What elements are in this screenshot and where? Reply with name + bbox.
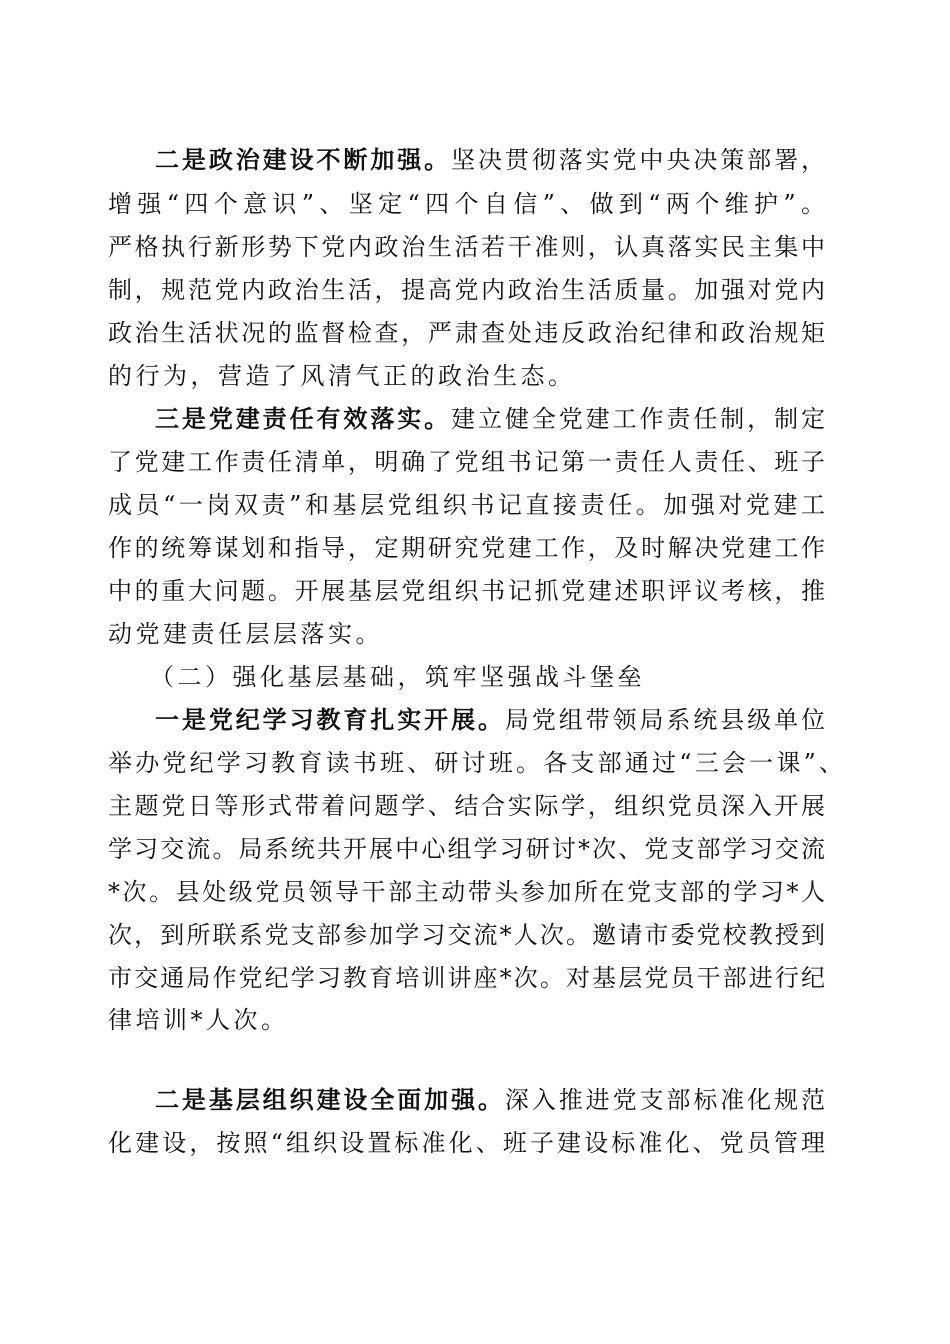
paragraph-line: 市交通局作党纪学习教育培训讲座*次。对基层党员干部进行纪 (108, 964, 825, 992)
text: 局党组带领局系统县级单位 (504, 706, 826, 734)
paragraph-line: 严格执行新形势下党内政治生活若干准则，认真落实民主集中 (108, 233, 825, 261)
text: 坚决贯彻落实党中央决策部署， (451, 146, 826, 174)
paragraph-line: 举办党纪学习教育读书班、研讨班。各支部通过“三会一课”、 (108, 749, 843, 777)
paragraph-lead: 一是党纪学习教育扎实开展。 (155, 705, 505, 734)
paragraph-line (155, 143, 825, 177)
paragraph-line: 化建设，按照“组织设置标准化、班子建设标准化、党员管理 (108, 1129, 825, 1157)
paragraph-line (155, 402, 825, 436)
paragraph-line: 制，规范党内政治生活，提高党内政治生活质量。加强对党内 (108, 276, 825, 304)
paragraph-line (155, 703, 825, 737)
paragraph-line: 律培训*人次。 (108, 1006, 289, 1034)
paragraph-line: 成员“一岗双责”和基层党组织书记直接责任。加强对党建工 (108, 491, 825, 519)
paragraph-lead: 三是党建责任有效落实。 (155, 404, 452, 433)
paragraph-line: 政治生活状况的监督检查，严肃查处违反政治纪律和政治规矩 (108, 319, 825, 347)
paragraph-line: 主题党日等形式带着问题学、结合实际学，组织党员深入开展 (108, 792, 825, 820)
paragraph-line: 动党建责任层层落实。 (108, 620, 383, 648)
section-heading: （二）强化基层基础，筑牢坚强战斗堡垒 (150, 663, 645, 691)
paragraph-line: *次。县处级党员领导干部主动带头参加所在党支部的学习*人 (108, 878, 825, 906)
paragraph-line (155, 1083, 825, 1117)
paragraph-line: 增强“四个意识”、坚定“四个自信”、做到“两个维护”。 (108, 190, 825, 218)
text: 深入推进党支部标准化规范 (504, 1086, 826, 1114)
paragraph-line: 作的统筹谋划和指导，定期研究党建工作，及时解决党建工作 (108, 534, 825, 562)
paragraph-line: 了党建工作责任清单，明确了党组书记第一责任人责任、班子 (108, 448, 825, 476)
paragraph-lead: 二是基层组织建设全面加强。 (155, 1085, 505, 1114)
paragraph-lead: 二是政治建设不断加强。 (155, 145, 452, 174)
paragraph-line: 的行为，营造了风清气正的政治生态。 (108, 362, 576, 390)
paragraph-line: 次，到所联系党支部参加学习交流*人次。邀请市委党校教授到 (108, 921, 825, 949)
paragraph-line: 中的重大问题。开展基层党组织书记抓党建述职评议考核，推 (108, 577, 825, 605)
text: 建立健全党建工作责任制，制定 (451, 405, 826, 433)
paragraph-line: 学习交流。局系统共开展中心组学习研讨*次、党支部学习交流 (108, 835, 825, 863)
